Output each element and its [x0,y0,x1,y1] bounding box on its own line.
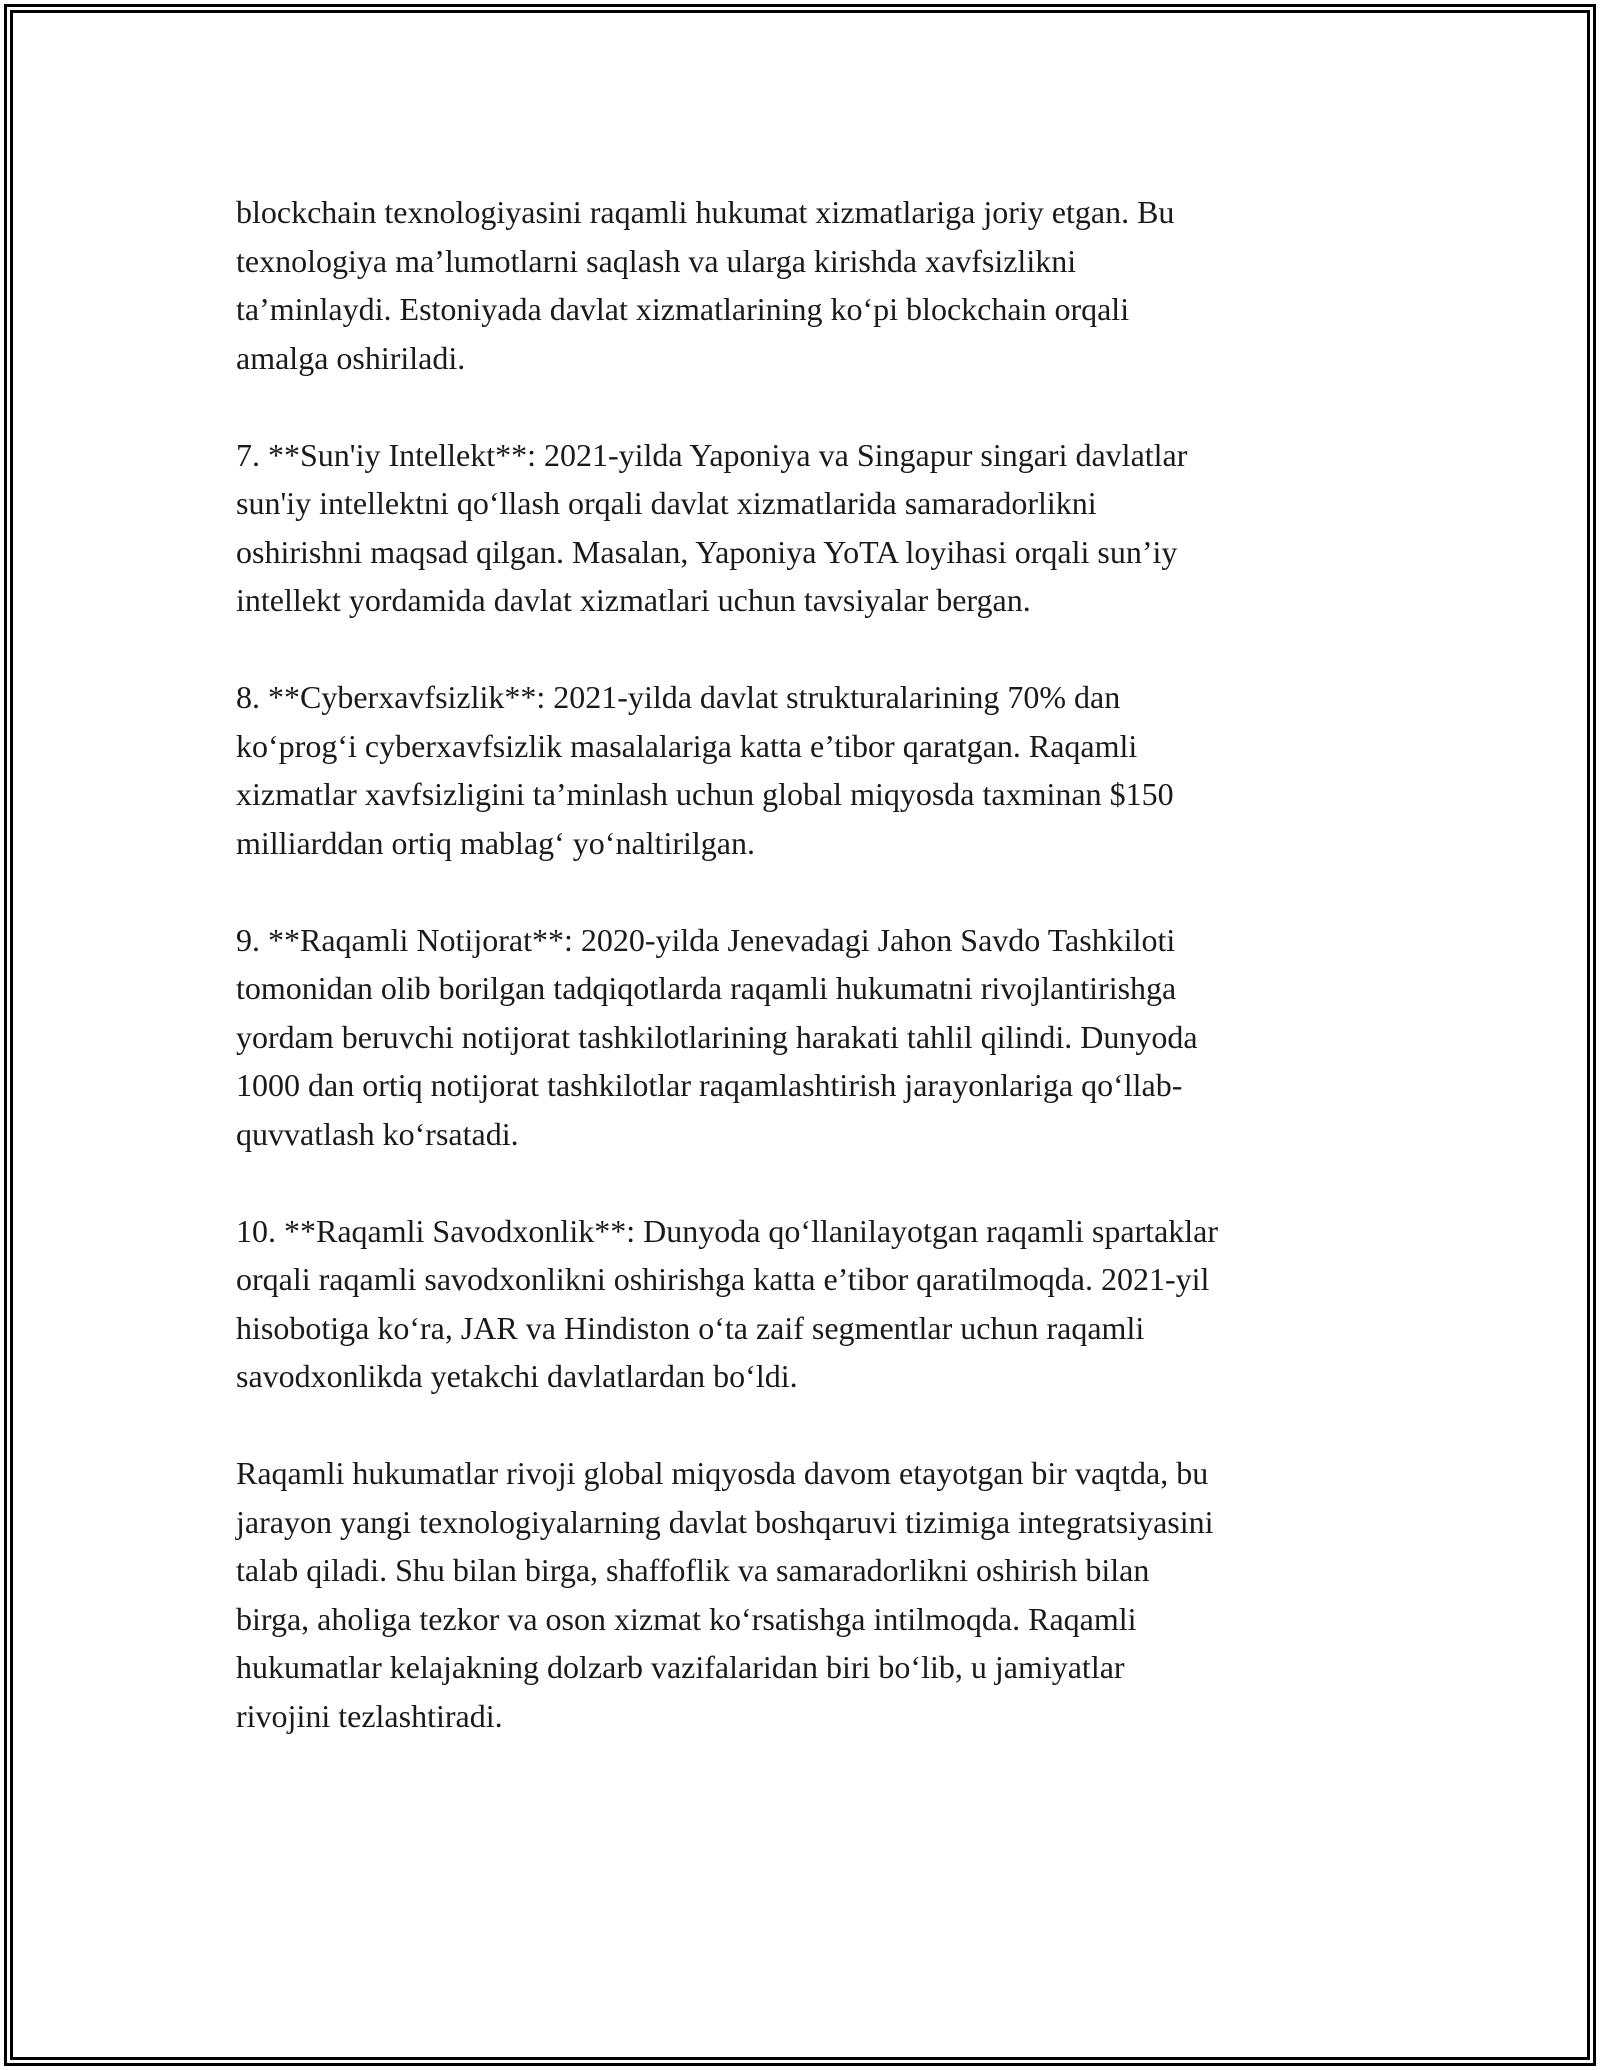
paragraph-item-8-cyberxavfsizlik: 8. **Cyberxavfsizlik**: 2021-yilda davlat strukturalarining 70% dan ko‘prog‘i cyberxavfsizlik masalalariga katta e’tibor qaratgan. Raqamli xizmatlar xavfsizligini ta’minlash uchun global miqyosda taxminan $150 milliarddan ortiq mablag‘ yo‘naltirilgan. [236,679,1174,861]
paragraph-conclusion: Raqamli hukumatlar rivoji global miqyosda davom etayotgan bir vaqtda, bu jarayon yangi texnologiyalarning davlat boshqaruvi tizimiga integratsiyasini talab qiladi. Shu bilan birga, shaffoflik va samaradorlikni oshirish bilan birga, aholiga tezkor va oson xizmat ko‘rsatishga intilmoqda. Raqamli hukumatlar kelajakning dolzarb vazifalaridan biri bo‘lib, u jamiyatlar rivojini tezlashtiradi. [236,1455,1214,1734]
document-body [236,188,1366,1789]
paragraph-item-7-suniy-intellekt: 7. **Sun'iy Intellekt**: 2021-yilda Yaponiya va Singapur singari davlatlar sun'iy intellektni qo‘llash orqali davlat xizmatlarida samaradorlikni oshirishni maqsad qilgan. Masalan, Yaponiya YoTA loyihasi orqali sun’iy intellekt yordamida davlat xizmatlari uchun tavsiyalar bergan. [236,436,1188,618]
paragraph-blockchain-continued: blockchain texnologiyasini raqamli hukumat xizmatlariga joriy etgan. Bu texnologiya ma’lumotlarni saqlash va ularga kirishda xavfsizlikni ta’minlaydi. Estoniyada davlat xizmatlarining ko‘pi blockchain orqali amalga oshiriladi. [236,194,1175,376]
paragraph-item-10-raqamli-savodxonlik: 10. **Raqamli Savodxonlik**: Dunyoda qo‘llanilayotgan raqamli spartaklar orqali raqamli savodxonlikni oshirishga katta e’tibor qaratilmoqda. 2021-yil hisobotiga ko‘ra, JAR va Hindiston o‘ta zaif segmentlar uchun raqamli savodxonlikda yetakchi davlatlardan bo‘ldi. [236,1212,1219,1394]
paragraph-item-9-raqamli-notijorat: 9. **Raqamli Notijorat**: 2020-yilda Jenevadagi Jahon Savdo Tashkiloti tomonidan olib borilgan tadqiqotlarda raqamli hukumatni rivojlantirishga yordam beruvchi notijorat tashkilotlarining harakati tahlil qilindi. Dunyoda 1000 dan ortiq notijorat tashkilotlar raqamlashtirish jarayonlariga qo‘llab- quvvatlash ko‘rsatadi. [236,921,1198,1152]
